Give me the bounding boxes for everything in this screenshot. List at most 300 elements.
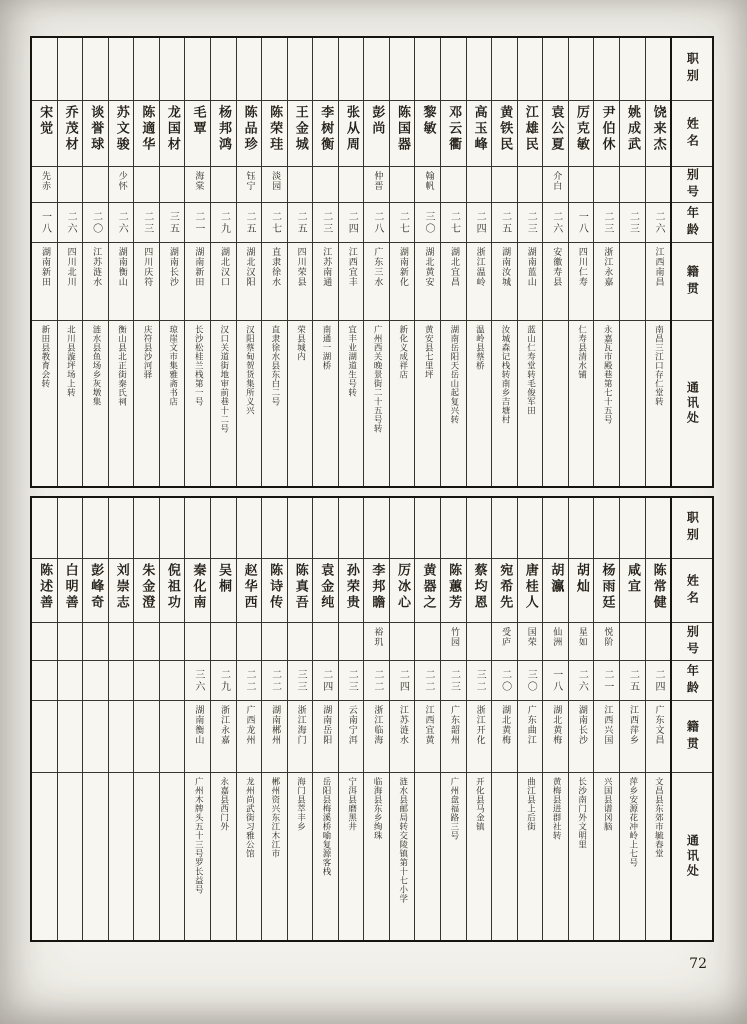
person-column <box>593 38 619 486</box>
cell-duty <box>492 38 517 100</box>
cell-alias <box>415 622 440 660</box>
person-column <box>645 498 671 940</box>
cell-alias <box>58 622 83 660</box>
cell-duty <box>594 498 619 558</box>
name-text: 尹伯休 <box>599 105 615 153</box>
cell-age <box>441 660 466 700</box>
cell-duty <box>364 38 389 100</box>
cell-address <box>364 320 389 486</box>
cell-age <box>211 660 236 700</box>
page-number: 72 <box>689 956 707 972</box>
origin-text: 湖北黄安 <box>423 247 434 287</box>
cell-name <box>134 558 159 622</box>
cell-duty <box>364 498 389 558</box>
cell-alias <box>467 622 492 660</box>
age-text: 二七 <box>397 210 409 235</box>
cell-duty <box>262 498 287 558</box>
cell-duty <box>237 498 262 558</box>
name-text: 谈誉球 <box>88 105 104 153</box>
cell-name <box>467 100 492 166</box>
cell-alias <box>211 622 236 660</box>
address-text: 衡山县北正街秦氏祠 <box>116 325 127 406</box>
cell-alias <box>492 166 517 202</box>
name-text: 吴桐 <box>216 563 232 595</box>
cell-address <box>339 320 364 486</box>
cell-name <box>646 100 671 166</box>
cell-alias <box>415 166 440 202</box>
row-label-text: 职别 <box>685 52 700 86</box>
cell-duty <box>185 38 210 100</box>
address-text: 仁寿县清水铺 <box>576 325 587 379</box>
cell-origin <box>211 242 236 320</box>
cell-origin <box>646 700 671 772</box>
row-label-origin <box>672 242 712 320</box>
cell-name <box>83 100 108 166</box>
age-text: 三〇 <box>525 668 537 693</box>
cell-name <box>313 558 338 622</box>
origin-text: 广东韶州 <box>449 705 459 745</box>
name-text: 宛希先 <box>497 563 513 611</box>
person-column <box>593 498 619 940</box>
name-text: 陈诗传 <box>267 563 283 611</box>
cell-alias <box>620 166 645 202</box>
cell-origin <box>134 700 159 772</box>
cell-age <box>237 660 262 700</box>
cell-name <box>134 100 159 166</box>
name-text: 黎敏 <box>420 105 436 137</box>
cell-duty <box>543 498 568 558</box>
age-text: 二七 <box>269 210 281 235</box>
cell-duty <box>339 38 364 100</box>
cell-origin <box>237 700 262 772</box>
cell-name <box>594 100 619 166</box>
address-text: 郴州资兴东江木江市 <box>269 777 280 858</box>
cell-name <box>518 558 543 622</box>
person-column <box>210 498 236 940</box>
person-column <box>108 38 134 486</box>
cell-origin <box>543 242 568 320</box>
age-text: 二四 <box>320 668 332 693</box>
cell-alias <box>109 166 134 202</box>
origin-text: 广西龙州 <box>244 705 255 745</box>
cell-age <box>467 660 492 700</box>
cell-address <box>160 320 185 486</box>
cell-alias <box>313 622 338 660</box>
age-text: 三三 <box>295 668 307 693</box>
age-text: 二六 <box>576 668 588 693</box>
cell-address <box>237 320 262 486</box>
cell-age <box>83 202 108 242</box>
name-text: 蔡均恩 <box>471 563 487 611</box>
row-label-text: 籍贯 <box>685 264 700 299</box>
address-text: 温岭县蔡桥 <box>474 325 485 370</box>
alias-text: 仙洲 <box>551 627 562 647</box>
cell-duty <box>58 38 83 100</box>
cell-name <box>262 558 287 622</box>
cell-age <box>134 202 159 242</box>
cell-age <box>160 660 185 700</box>
cell-origin <box>646 242 671 320</box>
cell-name <box>32 558 57 622</box>
cell-address <box>492 320 517 486</box>
address-text: 宜丰业湖道生号转 <box>346 325 357 397</box>
cell-origin <box>364 700 389 772</box>
cell-duty <box>32 38 57 100</box>
cell-age <box>313 660 338 700</box>
origin-text: 云南宁洱 <box>346 705 357 745</box>
address-text: 蓝山仁寿堂转毛俊军田 <box>525 325 536 415</box>
origin-text: 湖北宜昌 <box>449 247 459 287</box>
cell-address <box>109 772 134 940</box>
row-label-text: 年龄 <box>685 205 700 240</box>
name-text: 黄器之 <box>420 563 436 611</box>
origin-text: 湖南郴州 <box>270 705 281 745</box>
cell-name <box>390 100 415 166</box>
cell-alias <box>518 166 543 202</box>
cell-duty <box>288 38 313 100</box>
cell-age <box>83 660 108 700</box>
origin-text: 湖南新田 <box>40 247 50 287</box>
cell-origin <box>390 242 415 320</box>
cell-alias <box>339 166 364 202</box>
person-column <box>133 498 159 940</box>
cell-alias <box>237 166 262 202</box>
alias-text: 星如 <box>576 627 587 647</box>
cell-address <box>543 772 568 940</box>
cell-age <box>415 202 440 242</box>
cell-alias <box>543 622 568 660</box>
origin-text: 江西萍乡 <box>627 705 638 745</box>
address-text: 汝城森记栈转南乡吉塘村 <box>499 325 510 424</box>
cell-duty <box>646 498 671 558</box>
cell-origin <box>467 242 492 320</box>
name-text: 刘崇志 <box>113 563 129 611</box>
cell-address <box>185 320 210 486</box>
cell-age <box>313 202 338 242</box>
person-column <box>287 38 313 486</box>
address-text: 黄安县七里坪 <box>423 325 434 379</box>
cell-alias <box>364 622 389 660</box>
address-text: 荣县城内 <box>295 325 306 361</box>
cell-alias <box>32 166 57 202</box>
address-text: 广州木牌头五十三号罗长益号 <box>193 777 204 894</box>
address-text: 永嘉瓦市殿巷第七十五号 <box>602 325 613 424</box>
cell-alias <box>288 166 313 202</box>
row-label-duty <box>672 498 712 558</box>
cell-origin <box>109 242 134 320</box>
row-label-column <box>670 38 712 486</box>
age-text: 二三 <box>320 210 332 235</box>
cell-age <box>339 202 364 242</box>
age-text: 二〇 <box>90 210 102 235</box>
cell-age <box>364 660 389 700</box>
cell-origin <box>415 242 440 320</box>
address-text: 涟水县邮局转交陵镇第十七小学 <box>397 777 408 903</box>
name-text: 苏文骏 <box>113 105 129 153</box>
age-text: 二八 <box>371 210 383 235</box>
cell-address <box>594 772 619 940</box>
cell-name <box>288 558 313 622</box>
cell-address <box>646 772 671 940</box>
age-text: 二四 <box>346 210 358 235</box>
origin-text: 江西兴国 <box>602 705 613 745</box>
name-text: 陈真吾 <box>292 563 308 611</box>
person-column <box>466 38 492 486</box>
person-column <box>491 38 517 486</box>
address-text: 临海县东乡绚珠 <box>372 777 383 840</box>
cell-address <box>83 772 108 940</box>
cell-address <box>134 772 159 940</box>
cell-origin <box>58 700 83 772</box>
age-text: 二四 <box>397 668 409 693</box>
cell-age <box>543 660 568 700</box>
cell-address <box>492 772 517 940</box>
cell-duty <box>646 38 671 100</box>
cell-duty <box>620 498 645 558</box>
cell-origin <box>620 242 645 320</box>
name-text: 厉克敏 <box>573 105 589 153</box>
cell-alias <box>83 166 108 202</box>
cell-origin <box>390 700 415 772</box>
cell-duty <box>134 38 159 100</box>
person-column <box>568 38 594 486</box>
cell-name <box>569 100 594 166</box>
age-text: 二三 <box>346 668 358 693</box>
cell-age <box>620 202 645 242</box>
row-label-text: 别号 <box>685 624 700 659</box>
cell-age <box>492 660 517 700</box>
cell-age <box>518 202 543 242</box>
name-text: 陈蕙芳 <box>446 563 462 611</box>
cell-duty <box>32 498 57 558</box>
cell-origin <box>415 700 440 772</box>
age-text: 二三 <box>525 210 537 235</box>
name-text: 黄铁民 <box>497 105 513 153</box>
cell-duty <box>288 498 313 558</box>
origin-text: 湖北汉口 <box>218 247 229 287</box>
name-text: 朱金澄 <box>139 563 155 611</box>
name-text: 陈述善 <box>37 563 53 611</box>
cell-name <box>185 558 210 622</box>
row-label-text: 通讯处 <box>685 381 700 426</box>
cell-name <box>620 100 645 166</box>
cell-origin <box>32 242 57 320</box>
cell-duty <box>620 38 645 100</box>
cell-name <box>160 100 185 166</box>
cell-age <box>594 660 619 700</box>
cell-age <box>237 202 262 242</box>
alias-text: 翰帆 <box>423 171 434 191</box>
alias-text: 受庐 <box>500 627 511 647</box>
person-column <box>542 38 568 486</box>
person-column <box>542 498 568 940</box>
origin-text: 江西宜黄 <box>423 705 434 745</box>
cell-duty <box>211 38 236 100</box>
cell-name <box>518 100 543 166</box>
cell-alias <box>211 166 236 202</box>
name-text: 江雄民 <box>522 105 538 153</box>
cell-age <box>58 202 83 242</box>
cell-name <box>594 558 619 622</box>
person-column <box>210 38 236 486</box>
name-text: 唐桂人 <box>522 563 538 611</box>
row-label-age <box>672 660 712 700</box>
name-text: 彭峰奇 <box>88 563 104 611</box>
age-text: 三五 <box>167 210 179 235</box>
age-text: 二二 <box>269 668 281 693</box>
cell-origin <box>492 242 517 320</box>
cell-address <box>211 320 236 486</box>
person-column <box>287 498 313 940</box>
cell-duty <box>441 498 466 558</box>
cell-age <box>518 660 543 700</box>
address-text: 龙州尚武街习雅公馆 <box>244 777 255 858</box>
cell-age <box>543 202 568 242</box>
cell-address <box>620 772 645 940</box>
cell-alias <box>390 166 415 202</box>
row-label-address <box>672 772 712 940</box>
cell-alias <box>543 166 568 202</box>
cell-origin <box>83 700 108 772</box>
age-text: 二五 <box>244 210 256 235</box>
name-text: 姚成武 <box>625 105 641 153</box>
cell-name <box>237 100 262 166</box>
origin-text: 湖南衡山 <box>116 247 127 287</box>
age-text: 二六 <box>653 210 665 235</box>
cell-origin <box>518 242 543 320</box>
origin-text: 湖南新化 <box>397 247 408 287</box>
cell-alias <box>160 166 185 202</box>
cell-alias <box>569 622 594 660</box>
alias-text: 国荣 <box>525 627 536 647</box>
age-text: 二六 <box>550 210 562 235</box>
cell-alias <box>134 166 159 202</box>
person-column <box>236 38 262 486</box>
cell-age <box>467 202 492 242</box>
cell-name <box>58 100 83 166</box>
cell-origin <box>262 700 287 772</box>
origin-text: 江苏涟水 <box>397 705 408 745</box>
origin-text: 浙江海门 <box>295 705 306 745</box>
cell-origin <box>313 242 338 320</box>
address-text: 汉口关道街地审前巷十二号 <box>218 325 229 433</box>
name-text: 邓云衢 <box>446 105 462 153</box>
person-column <box>108 498 134 940</box>
age-text: 二四 <box>653 668 665 693</box>
address-text: 兴国县谱冈脑 <box>602 777 613 831</box>
cell-address <box>32 772 57 940</box>
person-column <box>57 38 83 486</box>
person-column <box>32 38 57 486</box>
cell-name <box>109 100 134 166</box>
person-column <box>517 38 543 486</box>
cell-age <box>262 202 287 242</box>
cell-alias <box>390 622 415 660</box>
age-text: 二二 <box>422 668 434 693</box>
cell-alias <box>441 622 466 660</box>
person-column <box>645 38 671 486</box>
origin-text: 浙江永嘉 <box>602 247 613 287</box>
address-text: 开化县马金镇 <box>474 777 485 831</box>
cell-age <box>594 202 619 242</box>
cell-age <box>646 202 671 242</box>
cell-age <box>288 202 313 242</box>
cell-address <box>58 320 83 486</box>
address-text: 北川县漩坪场上转 <box>65 325 76 397</box>
cell-origin <box>83 242 108 320</box>
cell-address <box>32 320 57 486</box>
cell-origin <box>160 700 185 772</box>
name-text: 龙国材 <box>164 105 180 153</box>
name-text: 陈常健 <box>650 563 666 611</box>
age-text: 三六 <box>192 668 204 693</box>
origin-text: 湖北黄梅 <box>551 705 562 745</box>
cell-origin <box>518 700 543 772</box>
address-text: 黄梅县进群社转 <box>551 777 562 840</box>
name-text: 孙荣贵 <box>343 563 359 611</box>
cell-age <box>646 660 671 700</box>
name-text: 陈品珍 <box>241 105 257 153</box>
cell-name <box>467 558 492 622</box>
cell-address <box>390 320 415 486</box>
age-text: 二五 <box>499 210 511 235</box>
cell-alias <box>467 166 492 202</box>
cell-age <box>569 660 594 700</box>
cell-name <box>83 558 108 622</box>
cell-name <box>339 558 364 622</box>
cell-origin <box>339 242 364 320</box>
name-text: 高玉峰 <box>471 105 487 153</box>
cell-address <box>569 772 594 940</box>
person-column <box>517 498 543 940</box>
row-label-address <box>672 320 712 486</box>
cell-name <box>109 558 134 622</box>
person-column <box>491 498 517 940</box>
address-text: 庆符县沙河驿 <box>142 325 153 379</box>
name-text: 毛覃 <box>190 105 206 137</box>
origin-text: 浙江开化 <box>474 705 485 745</box>
cell-address <box>288 772 313 940</box>
person-column <box>414 38 440 486</box>
origin-text: 四川仁寿 <box>576 247 587 287</box>
cell-origin <box>620 700 645 772</box>
row-label-text: 别号 <box>685 167 700 202</box>
cell-age <box>185 202 210 242</box>
row-label-text: 姓名 <box>685 116 700 151</box>
cell-duty <box>237 38 262 100</box>
cell-name <box>646 558 671 622</box>
name-text: 胡灿 <box>573 563 589 595</box>
address-text: 永嘉县西门外 <box>218 777 229 831</box>
alias-text: 悦阶 <box>602 627 613 647</box>
row-label-column <box>670 498 712 940</box>
cell-name <box>415 100 440 166</box>
cell-age <box>32 202 57 242</box>
person-column <box>312 498 338 940</box>
cell-address <box>262 772 287 940</box>
cell-name <box>160 558 185 622</box>
address-text: 长沙松桂兰栈第一号 <box>193 325 204 406</box>
person-column <box>568 498 594 940</box>
row-label-text: 年龄 <box>685 663 700 698</box>
cell-origin <box>58 242 83 320</box>
age-text: 一八 <box>39 210 51 235</box>
cell-age <box>262 660 287 700</box>
cell-duty <box>262 38 287 100</box>
origin-text: 湖北汉阳 <box>244 247 255 287</box>
origin-text: 湖南衡山 <box>193 705 204 745</box>
person-column <box>619 498 645 940</box>
